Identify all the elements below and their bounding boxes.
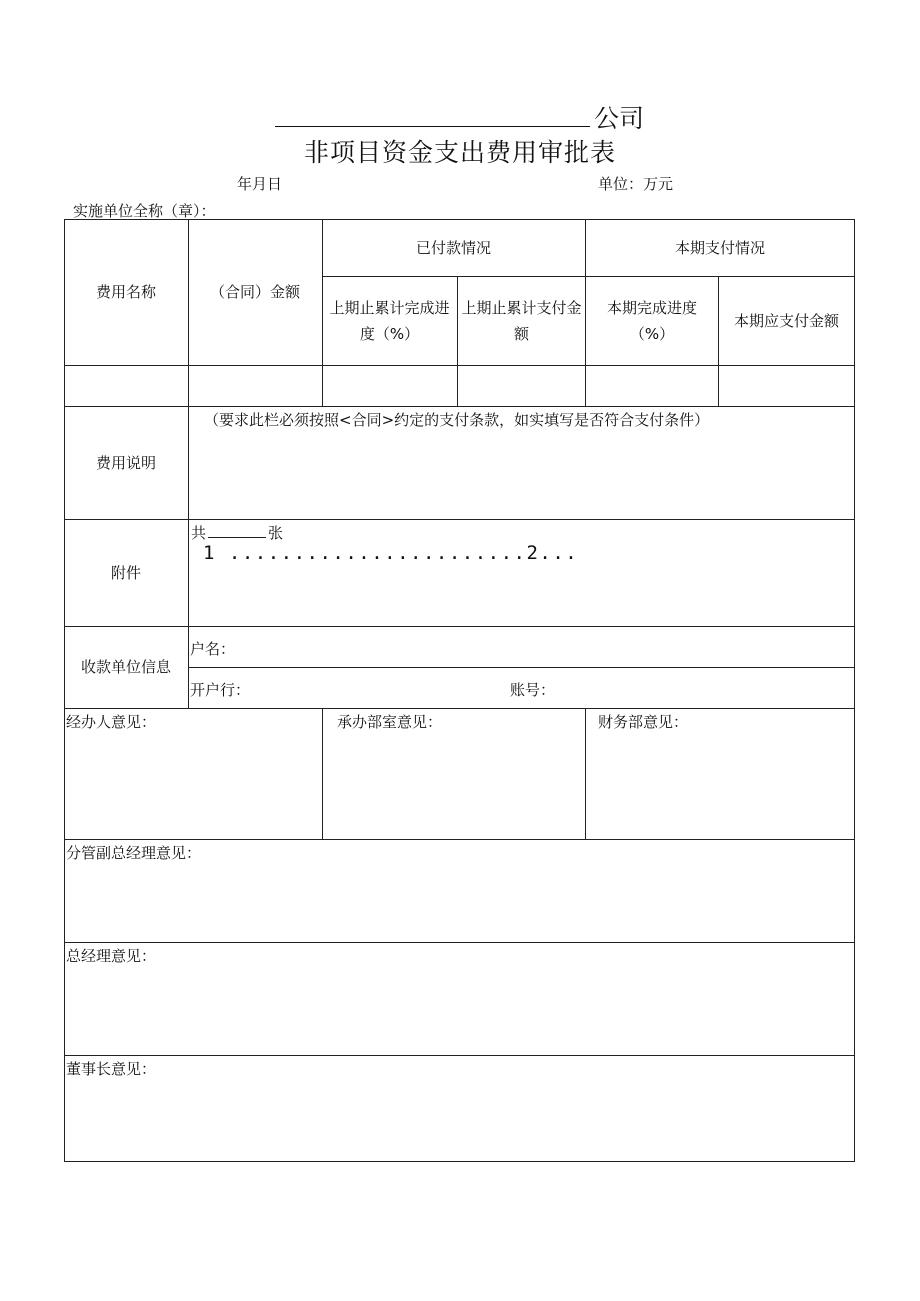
payee-label: 收款单位信息 xyxy=(80,658,171,676)
implementer-label: 实施单位全称（章）： xyxy=(73,202,216,220)
attachment-total-prefix: 共 xyxy=(191,524,207,542)
expense-name-header: 费用名称 xyxy=(95,283,156,301)
form-title: 非项目资金支出费用审批表 xyxy=(304,138,617,167)
divider xyxy=(64,942,855,943)
current-progress-input[interactable] xyxy=(585,365,718,406)
prev-cum-progress-header: 上期止累计完成进度（%） xyxy=(329,298,450,343)
finance-opinion-label[interactable]: 财务部意见： xyxy=(598,713,689,731)
divider xyxy=(322,708,323,839)
contract-amount-input[interactable] xyxy=(188,365,322,406)
company-suffix: 公司 xyxy=(594,104,645,133)
divider xyxy=(188,667,855,668)
current-payable-input[interactable] xyxy=(718,365,855,406)
expense-name-input[interactable] xyxy=(64,365,188,406)
gm-opinion-label[interactable]: 总经理意见： xyxy=(66,947,157,965)
current-payment-header: 本期支付情况 xyxy=(674,238,765,257)
prev-cum-paid-input[interactable] xyxy=(457,365,585,406)
account-no-label[interactable]: 账号： xyxy=(510,681,556,699)
handler-opinion-label[interactable]: 经办人意见： xyxy=(66,713,157,731)
vice-gm-opinion-label[interactable]: 分管副总经理意见： xyxy=(66,844,202,862)
company-name-blank[interactable] xyxy=(275,126,590,127)
account-name-label[interactable]: 户名： xyxy=(190,640,236,658)
dept-opinion-label[interactable]: 承办部室意见： xyxy=(337,713,443,731)
attachment-label: 附件 xyxy=(110,563,141,582)
current-progress-header: 本期完成进度（%） xyxy=(606,298,697,343)
attachment-count-blank[interactable] xyxy=(208,523,266,538)
prev-cum-paid-header: 上期止累计支付金额 xyxy=(461,298,582,343)
chairman-opinion-label[interactable]: 董事长意见： xyxy=(66,1060,157,1078)
divider xyxy=(64,1055,855,1056)
expense-desc-note[interactable]: （要求此栏必须按照<合同>约定的支付条款，如实填写是否符合支付条件） xyxy=(204,411,710,429)
divider xyxy=(64,839,855,840)
attachment-count[interactable] xyxy=(191,522,283,543)
attachment-list[interactable]: 1 .......................2... xyxy=(203,542,579,564)
attachment-total-suffix: 张 xyxy=(268,524,284,542)
divider xyxy=(585,708,586,839)
unit-label: 单位：万元 xyxy=(598,175,674,193)
divider xyxy=(64,708,855,709)
paid-status-header: 已付款情况 xyxy=(415,238,491,257)
expense-desc-label: 费用说明 xyxy=(95,453,156,472)
bank-label[interactable]: 开户行： xyxy=(190,681,251,699)
prev-cum-progress-input[interactable] xyxy=(322,365,457,406)
current-payable-header: 本期应支付金额 xyxy=(733,311,839,330)
contract-amount-header: （合同）金额 xyxy=(209,283,300,301)
date-label: 年月日 xyxy=(237,175,283,193)
